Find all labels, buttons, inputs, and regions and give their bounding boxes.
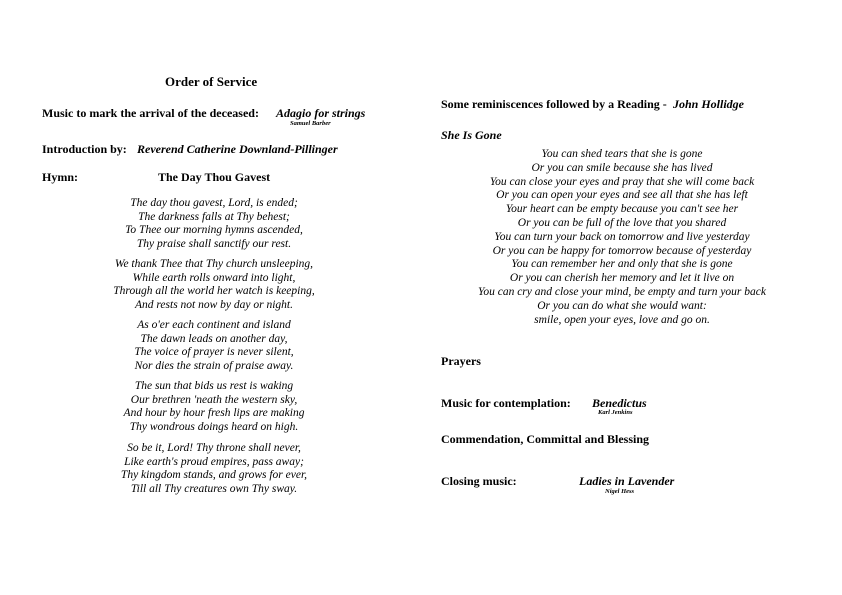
closing-music-label: Closing music: <box>441 474 517 488</box>
hymn-line: While earth rolls onward into light, <box>132 271 296 284</box>
hymn-line: The day thou gavest, Lord, is ended; <box>130 197 298 209</box>
poem-line: Or you can cherish her memory and let it live on <box>509 272 735 285</box>
hymn-line: And hour by hour fresh lips are making <box>123 407 305 420</box>
hymn-line: So be it, Lord! Thy throne shall never, <box>127 442 301 454</box>
hymn-line: The voice of prayer is never silent, <box>134 346 294 359</box>
hymn-line: Thy wondrous doings heard on high. <box>129 421 299 434</box>
contemplation-label: Music for contemplation: <box>441 396 571 410</box>
arrival-music-composer: Samuel Barber <box>290 120 331 127</box>
hymn-line: Our brethren 'neath the western sky, <box>130 393 298 406</box>
poem-line: You can turn your back on tomorrow and live yesterday <box>494 230 750 243</box>
hymn-line: To Thee our morning hymns ascended, <box>125 224 303 237</box>
prayers-heading: Prayers <box>441 354 481 368</box>
poem-line: You can cry and close your mind, be empty and turn your back <box>478 285 766 298</box>
poem-line: Or you can smile because she has lived <box>531 161 713 174</box>
contemplation-composer: Karl Jenkins <box>598 409 633 416</box>
hymn-line: The sun that bids us rest is waking <box>134 380 294 392</box>
hymn-line: Till all Thy creatures own Thy sway. <box>130 483 298 496</box>
page-title: Order of Service <box>165 74 258 89</box>
introduction-label: Introduction by: <box>42 142 127 156</box>
hymn-line: As o'er each continent and island <box>137 319 291 331</box>
hymn-stanza <box>54 319 374 374</box>
poem <box>441 148 803 327</box>
poem-line: You can close your eyes and pray that she will come back <box>489 175 755 188</box>
hymn-line: Thy praise shall sanctify our rest. <box>136 238 292 251</box>
hymn-line: Thy kingdom stands, and grows for ever, <box>120 469 308 482</box>
hymn-stanza <box>54 442 374 497</box>
poem-title: She Is Gone <box>441 128 502 142</box>
poem-line: Or you can be full of the love that you shared <box>517 216 727 229</box>
poem-line: You can remember her and only that she is gone <box>511 258 733 271</box>
poem-line: Or you can do what she would want: <box>537 299 707 312</box>
commendation-heading: Commendation, Committal and Blessing <box>441 432 650 446</box>
hymn-stanza <box>54 258 374 313</box>
hymn-title: The Day Thou Gavest <box>158 170 271 184</box>
poem-line: Or you can open your eyes and see all that she has left <box>496 189 748 202</box>
hymn-line: We thank Thee that Thy church unsleeping, <box>114 258 314 270</box>
arrival-music-piece: Adagio for strings <box>276 106 366 120</box>
poem-line: smile, open your eyes, love and go on. <box>534 313 710 326</box>
hymn-line: Through all the world her watch is keeping, <box>113 285 315 298</box>
reminiscences-label: Some reminiscences followed by a Reading - <box>441 97 667 111</box>
poem-line: Or you can be happy for tomorrow because of yesterday <box>492 244 752 257</box>
poem-line: Your heart can be empty because you can't see her <box>505 203 739 216</box>
hymn-label: Hymn: <box>42 170 78 184</box>
hymn-line: The dawn leads on another day, <box>140 332 288 345</box>
closing-music-composer: Nigel Hess <box>605 488 635 495</box>
poem-line: You can shed tears that she is gone <box>541 148 703 160</box>
hymn-line: Like earth's proud empires, pass away; <box>124 455 304 468</box>
hymn-stanza <box>54 197 374 252</box>
introduction-name: Reverend Catherine Downland-Pillinger <box>137 142 338 156</box>
arrival-music-label: Music to mark the arrival of the deceased: <box>42 106 259 120</box>
hymn-line: And rests not now by day or night. <box>134 299 293 312</box>
hymn-line: The darkness falls at Thy behest; <box>138 210 290 223</box>
closing-music-piece: Ladies in Lavender <box>579 474 675 488</box>
hymn-stanza <box>54 380 374 435</box>
contemplation-piece: Benedictus <box>592 396 647 410</box>
hymn-line: Nor dies the strain of praise away. <box>134 360 294 373</box>
reminiscences-name: John Hollidge <box>673 97 745 111</box>
